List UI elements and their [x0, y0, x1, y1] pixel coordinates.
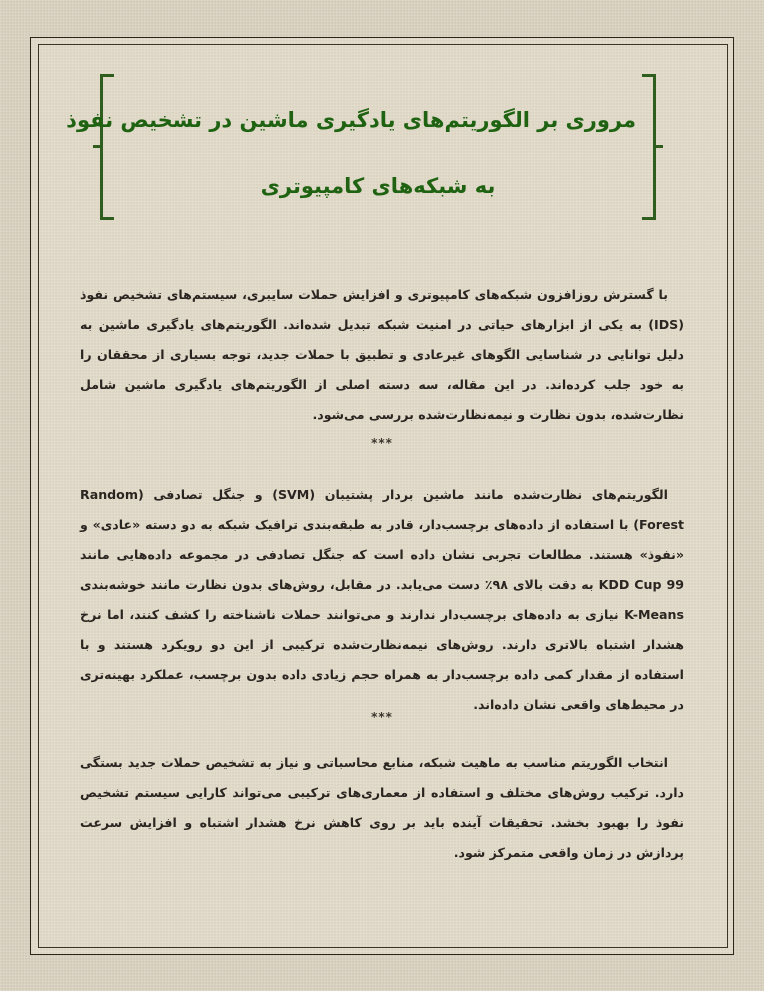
- section-separator: ***: [371, 710, 393, 724]
- paragraph-intro: با گسترش روزافزون شبکه‌های کامپیوتری و افزایش حملات سایبری، سیستم‌های تشخیص نفوذ (IDS) به یکی از ابزارهای حیاتی در امنیت شبکه تبدیل شده‌اند. الگوریتم‌های یادگیری ماشین به دلیل توانایی در شناسایی الگوهای غیرعادی و تطبیق با حملات جدید، توجه بسیاری از محققان را به خود جلب کرده‌اند. در این مقاله، سه دسته اصلی از الگوریتم‌های یادگیری ماشین شامل نظارت‌شده، بدون نظارت و نیمه‌نظارت‌شده بررسی می‌شود.: [80, 287, 684, 422]
- title-line-1: مروری بر الگوریتم‌های یادگیری ماشین در تشخیص نفوذ: [66, 108, 636, 132]
- section-separator: ***: [371, 436, 393, 450]
- title-line-2: به شبکه‌های کامپیوتری: [260, 174, 496, 198]
- document-title: [66, 74, 636, 220]
- paragraph-conclusion: انتخاب الگوریتم مناسب به ماهیت شبکه، منابع محاسباتی و نیاز به تشخیص حملات جدید بستگی دارد. ترکیب روش‌های مختلف و استفاده از معماری‌های ترکیبی می‌تواند کارایی سیستم تشخیص نفوذ را بهبود بخشد. تحقیقات آینده باید بر روی کاهش نرخ هشدار اشتباه و افزایش سرعت پردازش در زمان واقعی متمرکز شود.: [80, 755, 684, 860]
- title-bracket-left: [100, 74, 114, 220]
- title-bracket-right: [642, 74, 656, 220]
- title-block: [66, 74, 656, 220]
- paragraph-methods: الگوریتم‌های نظارت‌شده مانند ماشین بردار پشتیبان (SVM) و جنگل تصادفی (Random Forest) با استفاده از داده‌های برچسب‌دار، قادر به طبقه‌بندی ترافیک شبکه به دو دسته «عادی» و «نفوذ» هستند. مطالعات تجربی نشان داده است که جنگل تصادفی در مجموعه داده‌هایی مانند KDD Cup 99 به دقت بالای ۹۸٪ دست می‌یابد. در مقابل، روش‌های بدون نظارت مانند خوشه‌بندی K-Means نیازی به داده‌های برچسب‌دار ندارند و می‌توانند حملات ناشناخته را کشف کنند، اما نرخ هشدار اشتباه بالاتری دارند. روش‌های نیمه‌نظارت‌شده ترکیبی از این دو رویکرد هستند و با استفاده از مقدار کمی داده برچسب‌دار به همراه حجم زیادی داده بدون برچسب، عملکرد بهینه‌تری در محیط‌های واقعی نشان داده‌اند.: [80, 487, 684, 712]
